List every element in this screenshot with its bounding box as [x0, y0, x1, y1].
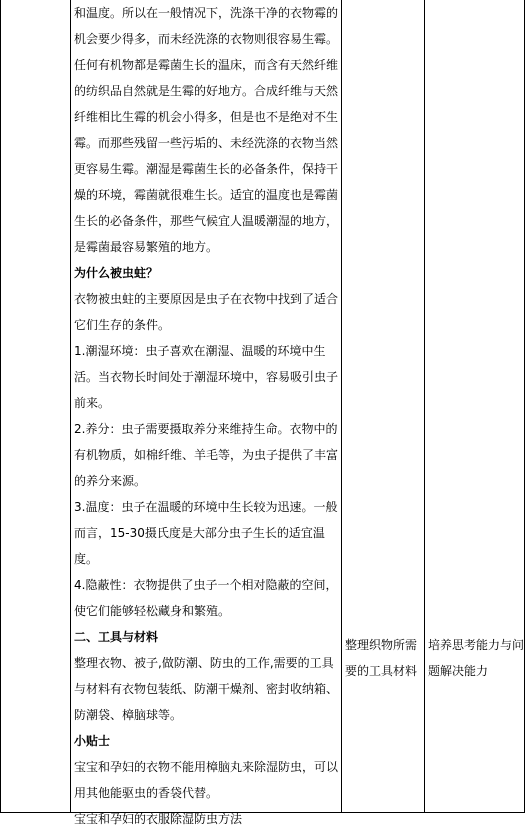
objective-cell — [428, 632, 524, 684]
paragraph-nutrients: 2.养分：虫子需要摄取养分来维持生命。衣物中的有机物质，如棉纤维、羊毛等，为虫子提供了丰富的养分来源。 — [74, 422, 339, 488]
heading-tools-materials: 二、工具与材料 — [74, 630, 159, 644]
paragraph-tip-baby: 宝宝和孕妇的衣物不能用樟脑丸来除湿防虫，可以用其他能驱虫的香袋代替。 — [74, 760, 339, 800]
heading-why-moth-eaten: 为什么被虫蛀？ — [74, 266, 159, 280]
paragraph-moth-intro: 衣物被虫蛀的主要原因是虫子在衣物中找到了适合它们生存的条件。 — [74, 292, 339, 332]
table-divider-1 — [70, 0, 71, 813]
paragraph-tools-list: 整理衣物、被子,做防潮、防虫的工作,需要的工具与材料有衣物包装纸、防潮干燥剂、密封收纳箱、防潮袋、樟脑球等。 — [74, 656, 339, 722]
table-border-left — [0, 0, 1, 813]
paragraph-temperature: 3.温度：虫子在温暖的环境中生长较为迅速。一般而言，15-30摄氏度是大部分虫子生长的适宜温度。 — [74, 500, 338, 566]
objective-text: 培养思考能力与问题解决能力 — [428, 638, 525, 678]
paragraph-concealment: 4.隐蔽性：衣物提供了虫子一个相对隐蔽的空间，使它们能够轻松藏身和繁殖。 — [74, 578, 338, 618]
table-border-right — [524, 0, 525, 813]
materials-cell — [345, 632, 423, 684]
heading-tips: 小贴士 — [74, 734, 111, 748]
paragraph-mold-causes: 和温度。所以在一般情况下，洗涤干净的衣物霉的机会要少得多，而未经洗涤的衣物则很容易生霉。任何有机物都是霉菌生长的温床，而含有天然纤维的纺织品自然就是生霉的好地方。合成纤维与天然纤维相比生霉的机会小得多，但是也不是绝对不生霉。而那些残留一些污垢的、未经洗涤的衣物当然更容易生霉。潮湿是霉菌生长的必备条件，保持干燥的环境，霉菌就很难生长。适宜的温度也是霉菌生长的必备条件，那些气候宜人温暖潮湿的地方，是霉菌最容易繁殖的地方。 — [74, 6, 339, 254]
content-cell — [74, 0, 342, 832]
table-divider-3 — [424, 0, 425, 813]
paragraph-tip-method: 宝宝和孕妇的衣服除湿防虫方法 — [74, 812, 243, 826]
materials-text: 整理织物所需要的工具材料 — [345, 638, 418, 678]
paragraph-humid-environment: 1.潮湿环境：虫子喜欢在潮湿、温暖的环境中生活。当衣物长时间处于潮湿环境中，容易吸引虫子前来。 — [74, 344, 339, 410]
